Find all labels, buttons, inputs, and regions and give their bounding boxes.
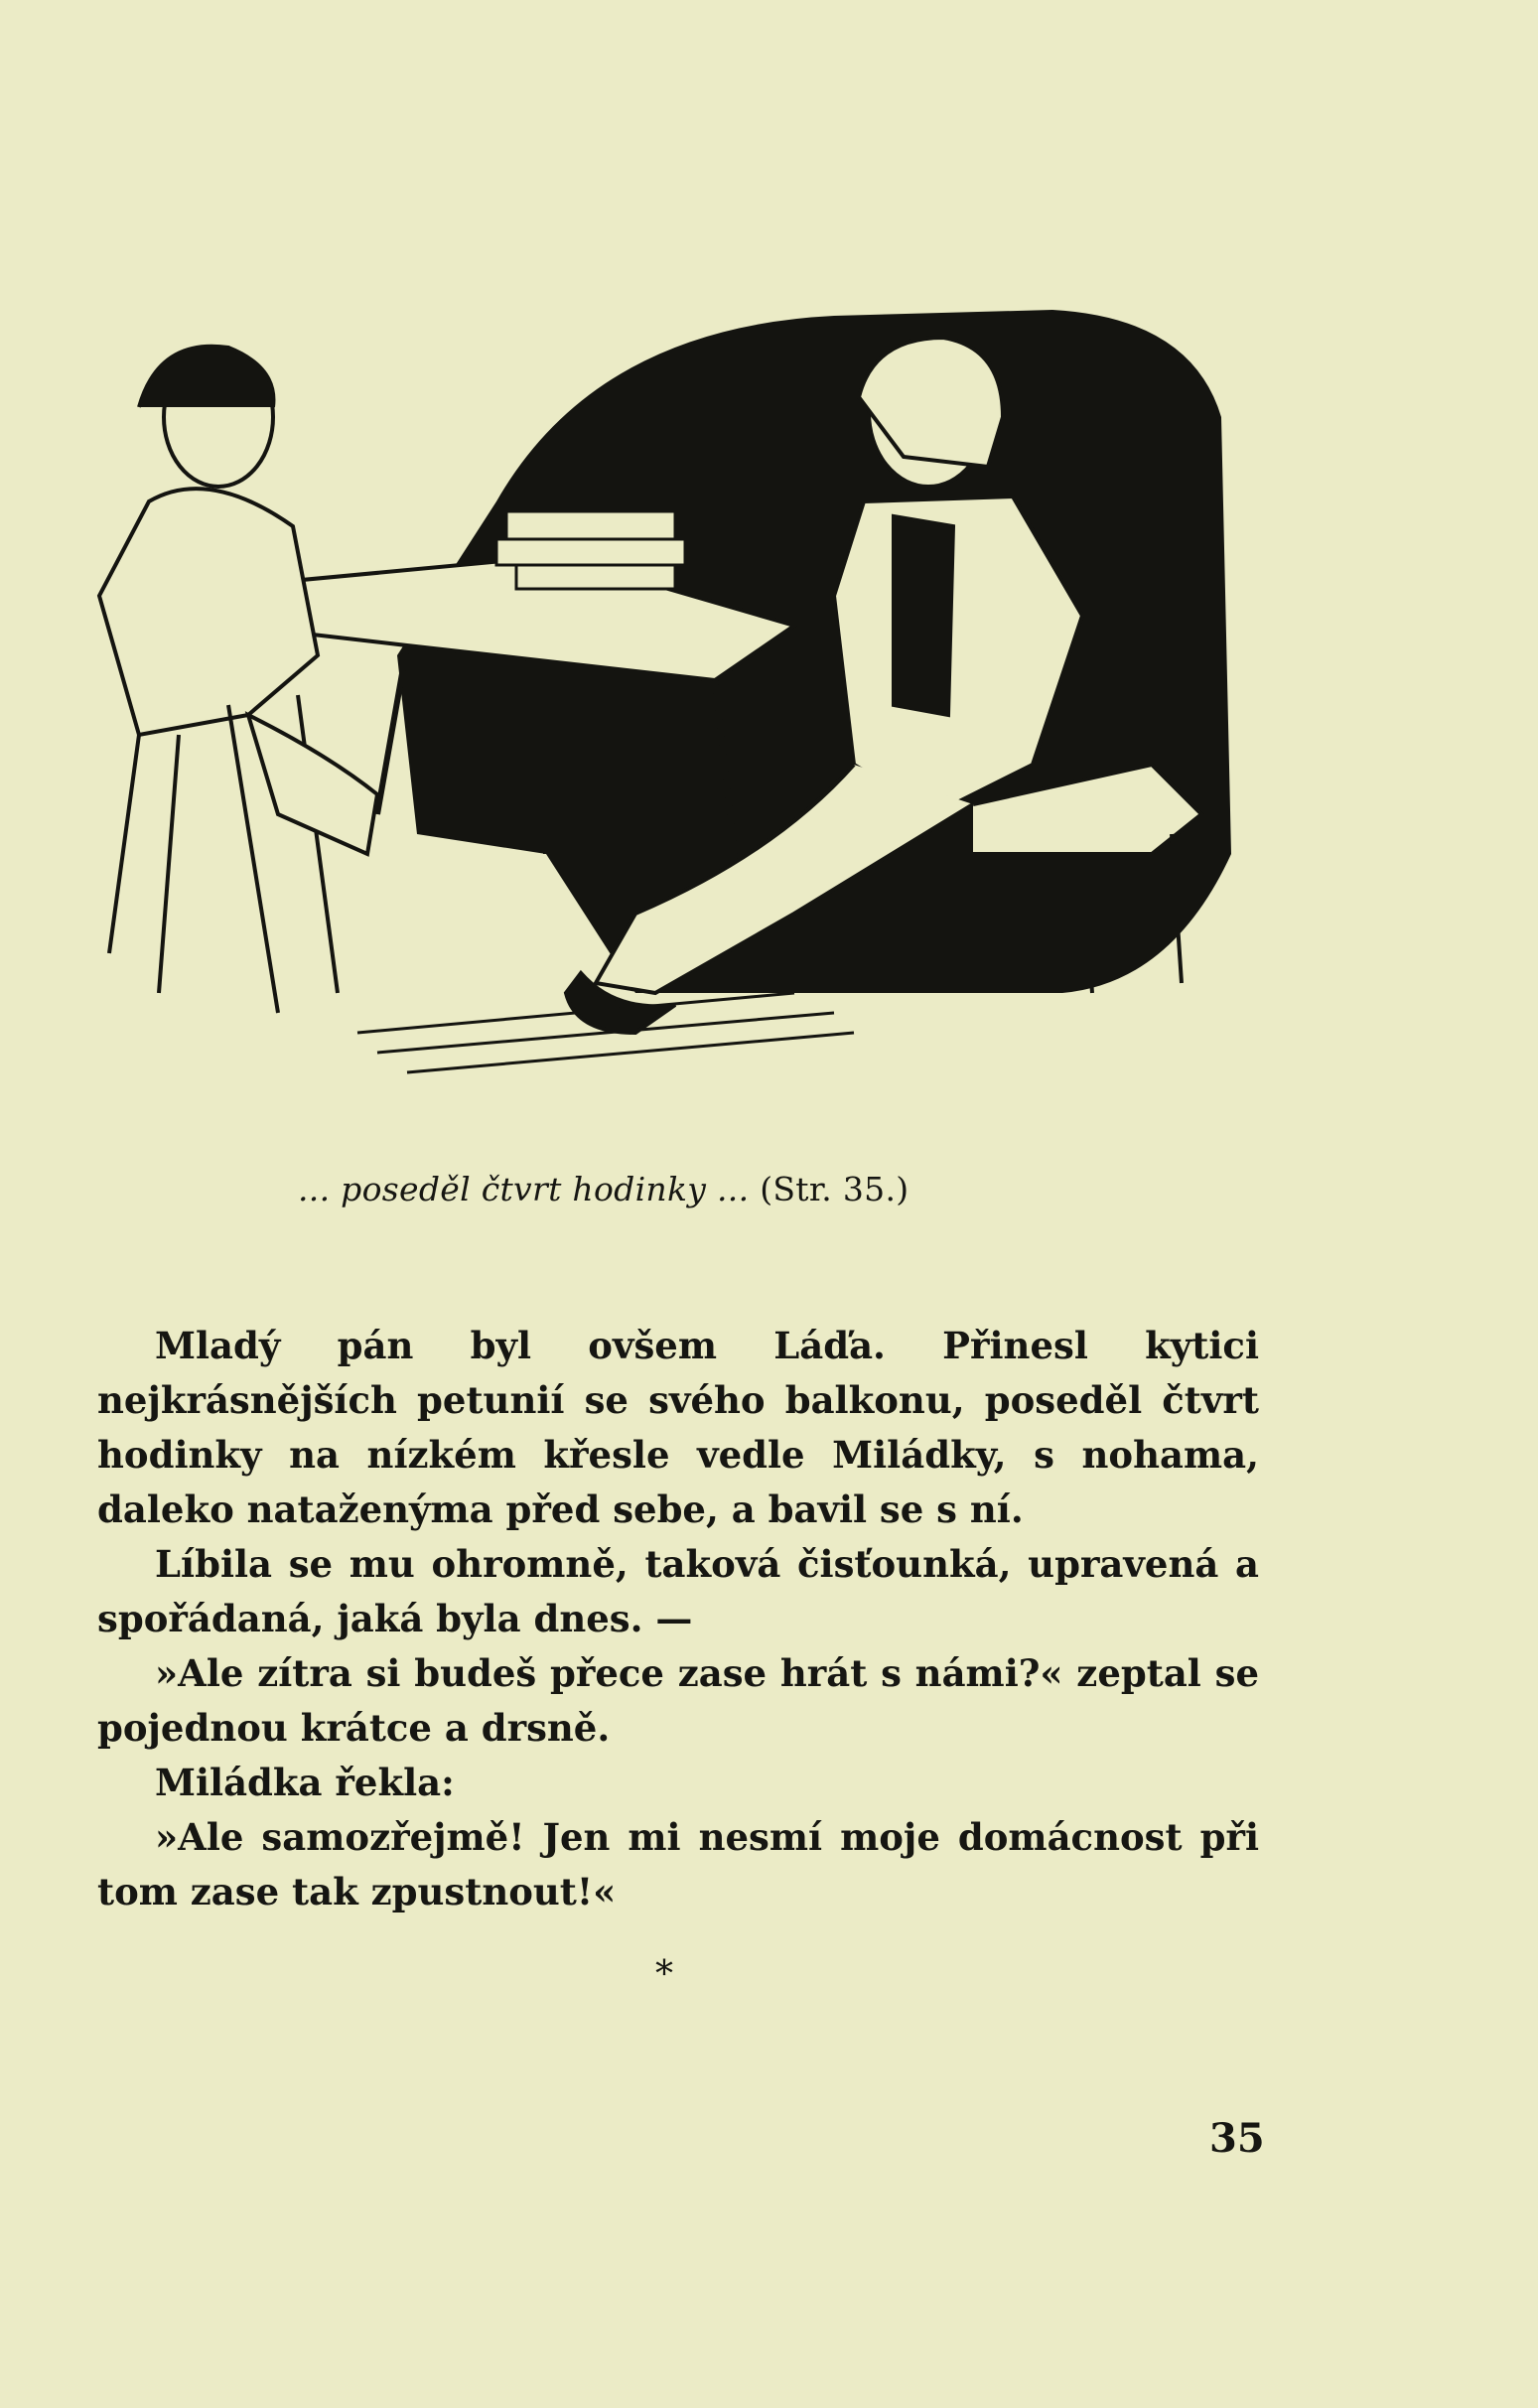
paragraph: »Ale samozřejmě! Jen mi nesmí moje domácnost při tom zase tak zpustnout!« — [97, 1815, 1259, 1913]
illustration-caption — [298, 1170, 909, 1208]
books — [496, 511, 685, 589]
paragraph: Líbila se mu ohromně, taková čisťounká, upravená a spořádaná, jaká byla dnes. — — [97, 1542, 1259, 1640]
body-text — [97, 1319, 1259, 1919]
paragraph: Miládka řekla: — [155, 1761, 455, 1804]
caption-page-reference: (Str. 35.) — [760, 1170, 909, 1208]
section-ornament: * — [655, 1954, 673, 1995]
paragraph: »Ale zítra si budeš přece zase hrát s námi?« zeptal se pojednou krátce a drsně. — [97, 1651, 1259, 1750]
paragraph: Mladý pán byl ovšem Láďa. Přinesl kytici nejkrásnějších petunií se svého balkonu, poseděl čtvrt hodinky na nízkém křesle vedle Miládky, s nohama, daleko nataženýma před sebe, a bavil se s ní. — [97, 1324, 1259, 1531]
boy-figure — [99, 347, 377, 1013]
caption-quote: ... poseděl čtvrt hodinky ... — [298, 1170, 750, 1208]
illustration-two-children-at-piano — [79, 298, 1271, 1152]
page-number: 35 — [1209, 2115, 1265, 2162]
